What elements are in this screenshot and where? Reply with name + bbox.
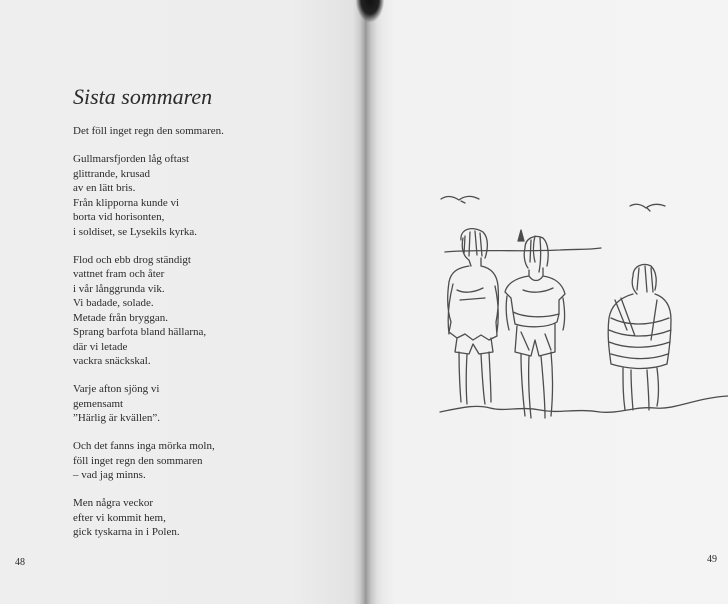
stanza (73, 253, 343, 369)
poem-line: – vad jag minns. (73, 469, 146, 481)
poem-line: i soldiset, se Lysekils kyrka. (73, 225, 198, 238)
bird-left-stroke (441, 196, 479, 203)
shore-ground-line (440, 396, 728, 412)
poem-line: Gullmarsfjorden låg oftast (73, 153, 190, 165)
stanza (73, 382, 343, 426)
poem-line: Varje afton sjöng vi (73, 383, 160, 395)
page-number-left: 48 (15, 557, 25, 568)
poem-line: efter vi kommit hem, (73, 511, 166, 524)
stanza (73, 124, 343, 139)
poem-line: Sprang barfota bland hällarna, (73, 326, 207, 338)
poem-line: glittrande, krusad (73, 167, 150, 180)
stanza (73, 496, 343, 540)
poem-title: Sista sommaren (73, 84, 213, 109)
child-left-strokes (448, 229, 499, 404)
child-figure-left (448, 229, 499, 404)
poem-line: Men några veckor (73, 497, 154, 509)
poem-line: där vi letade (73, 340, 128, 353)
horizon-stroke (445, 248, 601, 252)
poem-line: Från klipporna kunde vi (73, 196, 180, 209)
children-at-shore-illustration (365, 0, 728, 604)
distant-sail-icon (518, 230, 524, 241)
poem-line: gemensamt (73, 397, 124, 410)
bird-right-stroke (630, 204, 665, 211)
poem-line: gick tyskarna in i Polen. (73, 526, 180, 538)
poem-line: föll inget regn den sommaren (73, 454, 203, 467)
poem-line: vackra snäckskal. (73, 355, 151, 367)
poem-line: Flod och ebb drog ständigt (73, 253, 191, 266)
poem-line: borta vid horisonten, (73, 211, 165, 223)
poem-line: Och det fanns inga mörka moln, (73, 440, 215, 452)
ground-stroke (440, 396, 728, 412)
horizon-line (445, 230, 601, 252)
stanza (73, 439, 343, 483)
child-figure-right (608, 264, 671, 410)
poem-line: Vi badade, solade. (73, 297, 154, 309)
poem-line: av en lätt bris. (73, 182, 136, 194)
poem-line: vattnet fram och åter (73, 268, 165, 280)
child-right-strokes (608, 264, 671, 410)
poem-body (73, 124, 343, 540)
bird-icon (441, 196, 479, 203)
bird-icon (630, 204, 665, 211)
page-number-right: 49 (707, 554, 717, 565)
child-middle-strokes (505, 236, 565, 418)
child-figure-middle (505, 236, 565, 418)
poem-line: ”Härlig är kvällen”. (73, 412, 161, 424)
poem-line: Metade från bryggan. (73, 311, 168, 324)
stanza (73, 152, 343, 239)
poem-line: i vår långgrunda vik. (73, 282, 165, 295)
poem-line: Det föll inget regn den sommaren. (73, 125, 224, 137)
